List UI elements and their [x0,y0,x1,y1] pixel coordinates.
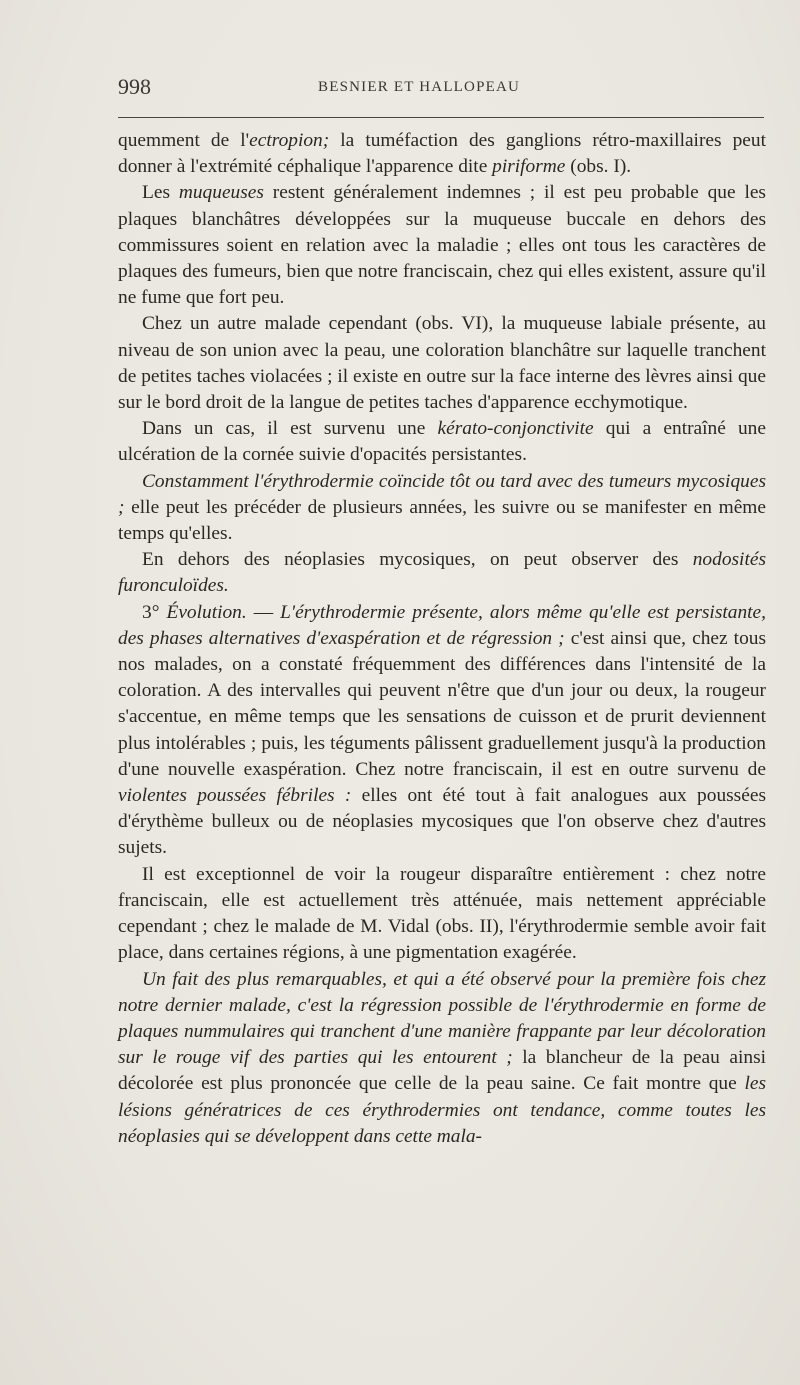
text-run: elle peut les précéder de plusieurs années, les suivre ou se manifester en même temps qu'elles. [118,496,766,545]
italic-text: nodosités furonculoïdes. [118,549,766,597]
paragraph [118,547,766,599]
text-run: restent généralement indemnes ; il est peu probable que les plaques blanchâtres développées sur la muqueuse buccale en dehors des commissures soient en relation avec la maladie ; elles ont tous les caractères de plaques des fumeurs, bien que notre franciscain, chez qui elles existent, assure qu'il ne fume que fort peu. [118,182,766,309]
paragraph [118,967,766,1150]
body-text [118,128,766,1150]
text-run: la blancheur de la peau ainsi décolorée est plus prononcée que celle de la peau saine. Ce fait montre que [118,1047,766,1095]
text-run: Il est exceptionnel de voir la rougeur disparaître entièrement : chez notre franciscain, elle est actuellement très atténuée, mais nettement appréciable cependant ; chez le malade de M. Vidal (obs. II), l'érythrodermie semble avoir fait place, dans certaines régions, à une pigmentation exagérée. [118,863,766,964]
header-rule [118,117,764,118]
paragraph [118,416,766,468]
italic-text: Constamment l'érythrodermie coïncide tôt ou tard avec des tumeurs mycosiques ; [118,470,766,518]
text-run: qui a entraîné une ulcération de la cornée suivie d'opacités persistantes. [118,418,766,466]
italic-text: muqueuses [178,182,264,204]
text-run: Dans un cas, il est survenu une [142,418,438,440]
paragraph [118,862,766,967]
paragraph [118,600,766,862]
text-run: 3° [142,601,167,623]
italic-text: Évolution. [166,601,247,623]
text-run: Les [142,182,179,204]
italic-text: piriforme [492,156,566,178]
paragraph [118,311,766,416]
text-run: quemment de l' [118,130,250,151]
italic-text: les lésions génératrices de ces érythrodermies ont tendance, comme toutes les néoplasies qui se développent dans cette mala- [118,1073,766,1147]
text-run: En dehors des néoplasies mycosiques, on peut observer des [142,549,693,571]
italic-text: L'érythrodermie présente, alors même qu'elle est persistante, des phases alternatives d'exaspération et de régression ; [118,601,766,649]
italic-text: violentes poussées fébriles : [118,785,352,807]
running-title: BESNIER ET HALLOPEAU [318,79,521,95]
paragraph [118,469,766,548]
italic-text: ectropion; [249,130,330,151]
page-header [118,72,764,102]
text-run: elles ont été tout à fait analogues aux poussées d'érythème bulleux ou de néoplasies mycosiques que l'on observe chez d'autres sujets. [118,785,766,859]
text-run: (obs. I). [565,156,632,178]
paragraph [118,128,766,180]
italic-text: kérato-conjonctivite [437,418,594,440]
italic-text: Un fait des plus remarquables, et qui a été observé pour la première fois chez notre dernier malade, c'est la régression possible de l'érythrodermie en forme de plaques nummulaires qui tranchent d'une manière frappante par leur décoloration sur le rouge vif des parties qui les entourent ; [118,968,766,1069]
text-run: — [246,601,281,623]
text-run: Chez un autre malade cependant (obs. VI), la muqueuse labiale présente, au niveau de son union avec la peau, une coloration blanchâtre sur laquelle tranchent de petites taches violacées ; il existe en outre sur la face interne des lèvres ainsi que sur le bord droit de la langue de petites taches d'apparence ecchymotique. [118,313,766,414]
text-run: c'est ainsi que, chez tous nos malades, on a constaté fréquemment des différences dans l'intensité de la coloration. A des intervalles qui peuvent n'être que d'un jour ou deux, la rougeur s'accentue, en même temps que les sensations de cuisson et de prurit deviennent plus intolérables ; puis, les téguments pâlissent graduellement jusqu'à la production d'une nouvelle exaspération. Chez notre franciscain, il est en outre survenu de [118,627,766,780]
text-run: la tuméfaction des ganglions rétro-maxillaires peut donner à l'extrémité céphalique l'apparence dite [118,130,766,178]
page-number: 998 [118,74,151,99]
paragraph [118,180,766,311]
